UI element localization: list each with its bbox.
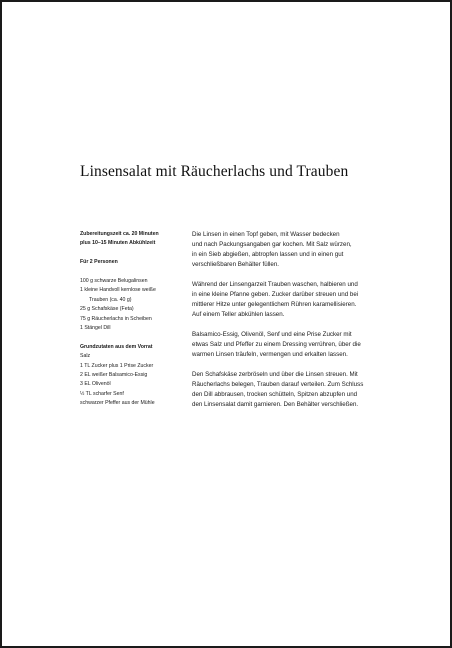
ingredient-item: Trauben (ca. 40 g) [89, 296, 132, 303]
step-line: in ein Sieb abgießen, abtropfen lassen und in einen gut [192, 251, 344, 258]
step-line: Balsamico-Essig, Olivenöl, Senf und eine Prise Zucker mit [192, 331, 352, 338]
step-line: Räucherlachs belegen, Trauben darauf verteilen. Zum Schluss [192, 381, 364, 388]
instruction-step [192, 230, 384, 270]
ingredient-item: 1 kleine Handvoll kernlose weiße [80, 287, 156, 294]
instruction-step [192, 330, 384, 360]
instructions-column [192, 230, 384, 420]
step-line: den Linsensalat damit garnieren. Den Behälter verschließen. [192, 401, 359, 408]
basic-item: 2 EL weißer Balsamico-Essig [80, 372, 148, 379]
step-line: Den Schafskäse zerbröseln und über die Linsen streuen. Mit [192, 371, 358, 378]
step-line: verschließbaren Behälter füllen. [192, 261, 280, 268]
basic-item: 1 TL Zucker plus 1 Prise Zucker [80, 362, 154, 369]
basics-heading: Grundzutaten aus dem Vorrat [80, 343, 153, 350]
ingredient-item: 75 g Räucherlachs in Scheiben [80, 315, 152, 322]
step-line: warmen Linsen träufeln, vermengen und erkalten lassen. [192, 351, 348, 358]
step-line: in eine kleine Pfanne geben. Zucker darüber streuen und bei [192, 291, 359, 298]
instruction-step [192, 370, 384, 410]
step-line: den Dill abbrausen, trocken schütteln, Spitzen abzupfen und [192, 391, 358, 398]
ingredient-item: 25 g Schafskäse (Feta) [80, 306, 134, 313]
recipe-title: Linsensalat mit Räucherlachs und Trauben [80, 163, 349, 180]
step-line: und nach Packungsangaben gar kochen. Mit Salz würzen, [192, 241, 352, 248]
ingredients-column [80, 230, 180, 409]
basic-item: 3 EL Olivenöl [80, 381, 111, 388]
basic-item: ½ TL scharfer Senf [80, 390, 124, 397]
servings: Für 2 Personen [80, 259, 118, 266]
ingredient-item: 100 g schwarze Belugalinsen [80, 278, 148, 284]
step-line: etwas Salz und Pfeffer zu einem Dressing verrühren, über die [192, 341, 361, 348]
basic-item: schwarzer Pfeffer aus der Mühle [80, 400, 155, 407]
basic-item: Salz [80, 353, 91, 360]
step-line: Auf einem Teller abkühlen lassen. [192, 311, 285, 318]
cooling-time-line: plus 10–15 Minuten Abkühlzeit [80, 240, 156, 247]
ingredient-item: 1 Stängel Dill [80, 325, 111, 332]
instruction-step [192, 280, 384, 320]
step-line: Während der Linsengarzeit Trauben waschen, halbieren und [192, 281, 358, 288]
step-line: Die Linsen in einen Topf geben, mit Wasser bedecken [192, 231, 340, 238]
step-line: mittlerer Hitze unter gelegentlichem Rühren karamellisieren. [192, 301, 357, 308]
prep-time-line: Zubereitungszeit ca. 20 Minuten [80, 231, 159, 237]
